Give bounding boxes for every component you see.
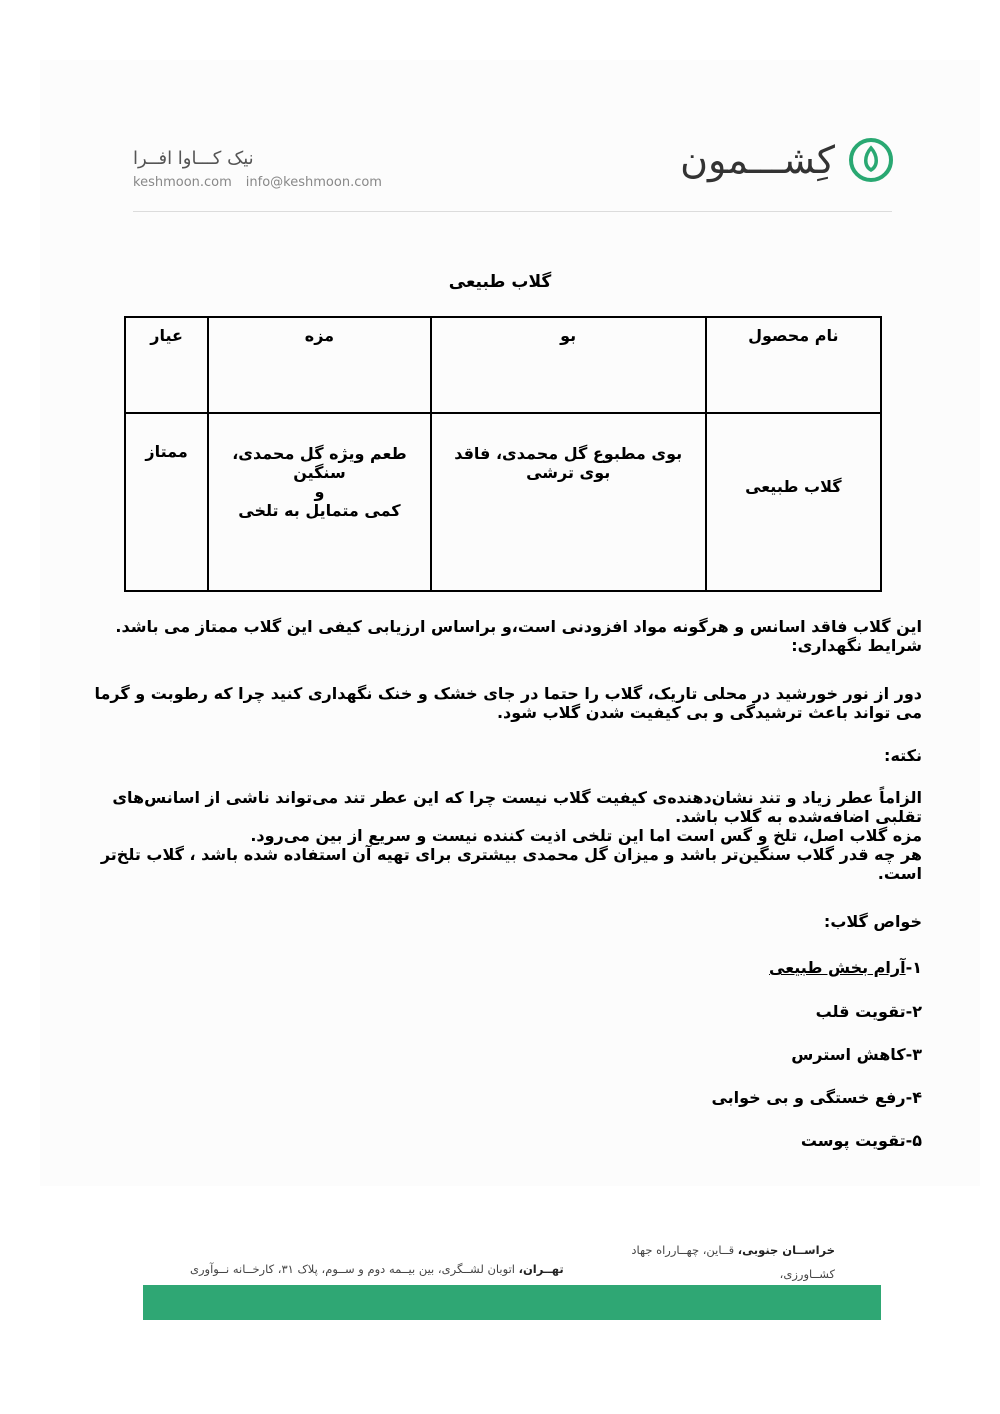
company-name: نیک کـــاوا افــرا — [133, 148, 254, 169]
note-heading: نکته: — [884, 746, 922, 765]
footer-address-line — [575, 1238, 835, 1286]
footer-address-tehran — [190, 1262, 564, 1276]
header-taste: مزه — [208, 317, 431, 413]
property-item — [92, 1088, 922, 1107]
footer-address-text: قــاین، چهــارراه جهاد کشــاورزی، — [631, 1243, 835, 1281]
brand-logo — [680, 136, 895, 184]
note-line: هر چه قدر گلاب سنگین‌تر باشد و میزان گل محمدی بیشتری برای تهیه آن استفاده شده باشد ، گلاب تلخ‌تر — [100, 845, 922, 864]
property-number: ۳- — [905, 1045, 922, 1064]
company-info — [133, 148, 413, 190]
property-number: ۲- — [905, 1002, 922, 1021]
cell-grade: ممتاز — [125, 413, 208, 591]
storage-text-line: دور از نور خورشید در محلی تاریک، گلاب را حتما در جای خشک و خنک نگهداری کنید چرا که رطوبت و گرما — [94, 684, 922, 703]
website-link[interactable]: keshmoon.com — [133, 175, 232, 190]
property-text: رفع خستگی و بی خوابی — [711, 1088, 906, 1107]
table-header-row — [125, 317, 881, 413]
document-title: گلاب طبیعی — [448, 272, 552, 292]
property-item — [92, 1002, 922, 1021]
taste-line: طعم ویژه گل محمدی، — [232, 444, 407, 463]
note-line: الزاماً عطر زیاد و تند نشان‌دهنده‌ی کیفیت گلاب نیست چرا که این عطر تند می‌تواند ناشی از اسانس‌های — [112, 788, 922, 807]
note-line: تقلبی اضافه‌شده به گلاب باشد. — [675, 807, 922, 826]
header-divider — [133, 211, 892, 212]
intro-paragraph — [92, 617, 922, 655]
property-number: ۴- — [905, 1088, 922, 1107]
smell-line: بوی ترشی — [526, 463, 611, 482]
taste-line: سنگین — [293, 463, 346, 482]
property-text: تقویت پوست — [800, 1131, 906, 1150]
email-link[interactable]: info@keshmoon.com — [245, 175, 382, 190]
footer-color-bar — [143, 1285, 881, 1320]
storage-text-line: می تواند باعث ترشیدگی و بی کیفیت شدن گلاب شود. — [496, 703, 922, 722]
properties-heading: خواص گلاب: — [823, 912, 922, 931]
footer-tehran-city: تهــران، — [518, 1262, 564, 1276]
property-item — [92, 1131, 922, 1150]
contact-line — [133, 175, 413, 190]
footer-tehran-text: اتوبان لشــگری، بین بیــمه دوم و ســوم، پلاک ۳۱، کارخــانه نــوآوری — [190, 1262, 519, 1276]
property-number: ۱- — [905, 958, 922, 977]
property-text: آرام بخش طبیعی — [769, 958, 906, 977]
intro-text: این گلاب فاقد اسانس و هرگونه مواد افزودنی است،و براساس ارزیابی کیفی این گلاب ممتاز می باشد. — [115, 617, 922, 636]
cell-smell — [431, 413, 706, 591]
header-product-name: نام محصول — [706, 317, 881, 413]
property-number: ۵- — [905, 1131, 922, 1150]
header-grade: عیار — [125, 317, 208, 413]
taste-line: کمی متمایل به تلخی — [238, 501, 401, 520]
product-spec-table — [124, 316, 882, 592]
note-paragraph — [72, 788, 922, 883]
header-smell: بو — [431, 317, 706, 413]
logo-wordmark: کِشـــمون — [680, 138, 835, 182]
property-text: تقویت قلب — [815, 1002, 906, 1021]
taste-line: و — [314, 482, 325, 501]
table-row — [125, 413, 881, 591]
property-text: کاهش استرس — [791, 1045, 906, 1064]
note-line: است. — [877, 864, 922, 883]
cell-taste — [208, 413, 431, 591]
footer-province: خراســان جنوبی، — [737, 1243, 835, 1257]
storage-paragraph — [92, 684, 922, 722]
note-line: مزه گلاب اصل، تلخ و گس است اما این تلخی اذیت کننده نیست و سریع از بین می‌رود. — [250, 826, 922, 845]
cell-product-name: گلاب طبیعی — [706, 413, 881, 591]
property-item — [92, 958, 922, 977]
storage-heading: شرایط نگهداری: — [791, 636, 922, 655]
property-item — [92, 1045, 922, 1064]
keshmoon-logo-icon — [847, 136, 895, 184]
smell-line: بوی مطبوع گل محمدی، فاقد — [454, 444, 683, 463]
